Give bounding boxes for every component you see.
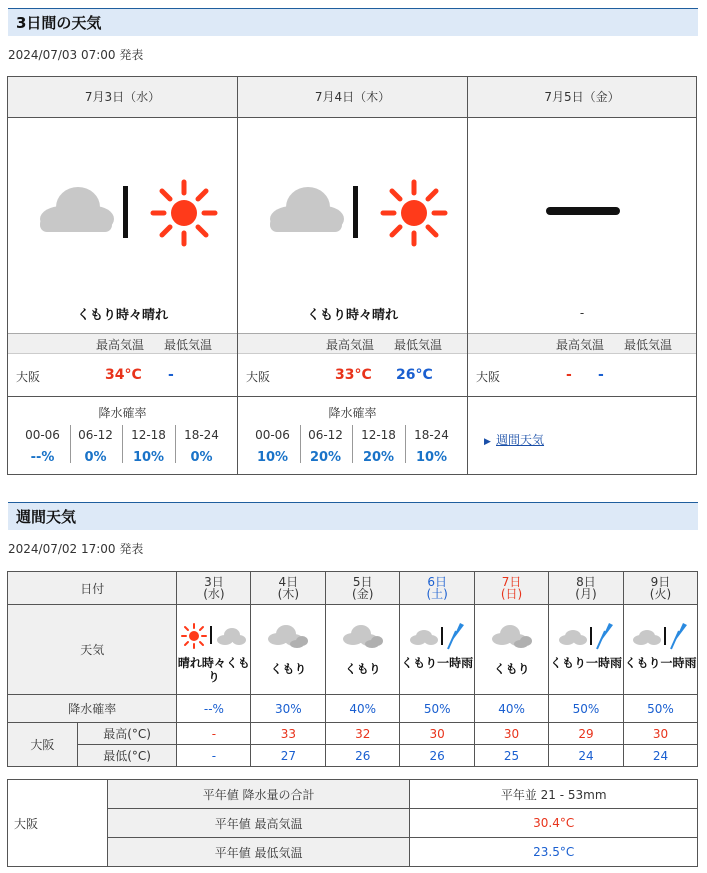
weekly-date <box>251 572 326 605</box>
day-column-3 <box>468 77 696 474</box>
day-weather-text: くもり時々晴れ <box>306 308 398 323</box>
day-column-1 <box>8 77 238 474</box>
weekly-date-dow: (火) <box>649 587 672 601</box>
weekly-date-day: 3日 <box>204 575 224 589</box>
day-column-2 <box>238 77 468 474</box>
pop-label: 降水確率 <box>328 406 377 420</box>
pop-cell <box>406 428 457 465</box>
area-name: 大阪 <box>476 370 501 384</box>
pop-time: 12-18 <box>131 428 166 442</box>
weekly-weather-cell <box>623 605 697 695</box>
date-header: 日付 <box>8 572 177 605</box>
date-row <box>8 572 698 605</box>
umbrella-icon <box>448 623 464 649</box>
weekly-date <box>623 572 697 605</box>
pop-cell <box>300 428 351 465</box>
normals-value: 平年並 21 - 53mm <box>410 780 698 809</box>
max-temp: 34°C <box>105 367 142 383</box>
normals-label: 平年値 最高気温 <box>107 809 410 838</box>
pop-time: 06-12 <box>78 428 113 442</box>
pop-cell <box>247 428 298 465</box>
normals-value: 30.4°C <box>410 809 698 838</box>
normals-row <box>8 838 698 867</box>
normals-label: 平年値 降水量の合計 <box>107 780 410 809</box>
max-header: 最高(°C) <box>77 723 177 745</box>
min-temp: - <box>168 367 174 383</box>
weekly-weather-text: くもり <box>493 662 530 676</box>
pop-cell <box>123 428 174 465</box>
pop-cell <box>353 428 404 465</box>
weekly-min: 24 <box>623 745 697 767</box>
day-weather-cell <box>468 117 696 334</box>
day-weather-text: - <box>579 306 585 320</box>
weekly-date <box>549 572 624 605</box>
weekly-min: - <box>177 745 251 767</box>
normals-label: 平年値 最低気温 <box>107 838 410 867</box>
weekly-pop: 50% <box>623 695 697 723</box>
pop-cell <box>17 428 68 465</box>
temp-row <box>468 354 696 397</box>
weekly-weather-text: くもり一時雨 <box>624 656 697 670</box>
weekly-link-text[interactable]: 週間天気 <box>496 433 545 447</box>
pop-value: --% <box>30 450 55 465</box>
weekly-pop: 40% <box>326 695 400 723</box>
weekly-pop: --% <box>177 695 251 723</box>
min-temp-label: 最低気温 <box>624 338 673 352</box>
cloud-rain-icon <box>553 619 619 653</box>
weekly-pop: 50% <box>549 695 624 723</box>
normals-table <box>7 779 698 867</box>
weekly-pop: 40% <box>475 695 549 723</box>
weekly-date-dow: (水) <box>203 587 225 601</box>
weather-row <box>8 605 698 695</box>
weekly-max: 33 <box>251 723 326 745</box>
weekly-max: 30 <box>475 723 549 745</box>
weekly-link[interactable] <box>484 429 544 448</box>
min-temp-label: 最低気温 <box>164 338 213 352</box>
pop-value: 0% <box>84 450 107 465</box>
sun-cloud-icon <box>181 619 247 653</box>
weekly-weather-cell <box>400 605 475 695</box>
pop-time: 06-12 <box>308 428 343 442</box>
sun-icon <box>153 182 215 244</box>
cloud-icon <box>263 619 313 653</box>
weekly-date <box>475 572 549 605</box>
pop-row <box>8 695 698 723</box>
pop-label: 降水確率 <box>98 406 147 420</box>
weekly-date-dow: (日) <box>500 587 523 601</box>
pop-header: 降水確率 <box>8 695 177 723</box>
weekly-date <box>400 572 475 605</box>
weekly-date-day: 7日 <box>501 575 522 589</box>
pop-value: 20% <box>362 450 395 465</box>
cloud-sun-icon <box>252 177 452 257</box>
min-temp: - <box>598 367 604 383</box>
weekly-weather-cell <box>326 605 400 695</box>
weekly-weather-text: くもり <box>344 662 381 676</box>
cloud-icon <box>270 187 344 232</box>
cloud-rain-icon <box>627 619 693 653</box>
min-header: 最低(°C) <box>77 745 177 767</box>
weekly-date-day: 4日 <box>278 575 299 589</box>
cloud-rain-icon <box>404 619 470 653</box>
pop-time: 18-24 <box>414 428 449 442</box>
normals-row <box>8 809 698 838</box>
weekly-date-day: 5日 <box>352 575 373 589</box>
weekly-weather-cell <box>251 605 326 695</box>
temp-row <box>8 354 237 397</box>
normals-value: 23.5°C <box>410 838 698 867</box>
day-weather-cell <box>8 117 237 334</box>
cloud-icon <box>40 187 114 232</box>
weekly-date <box>326 572 400 605</box>
sun-icon <box>383 182 445 244</box>
cloud-icon <box>338 619 388 653</box>
weekly-weather-text: 晴れ時々くもり <box>177 656 250 684</box>
max-temp-label: 最高気温 <box>556 338 605 352</box>
cloud-icon <box>487 619 537 653</box>
max-row <box>8 723 698 745</box>
weekly-min: 27 <box>251 745 326 767</box>
pop-value: 20% <box>309 450 342 465</box>
area-name: 大阪 <box>16 370 41 384</box>
temp-header <box>468 334 696 354</box>
weekly-max: - <box>177 723 251 745</box>
three-day-table <box>7 76 697 475</box>
pop-time: 00-06 <box>255 428 290 442</box>
normals-area: 大阪 <box>8 780 108 867</box>
weekly-max: 30 <box>623 723 697 745</box>
weekly-weather-text: くもり <box>270 662 307 676</box>
weekly-issued: 2024/07/02 17:00 発表 <box>8 542 144 556</box>
temp-header <box>8 334 237 354</box>
pop-cell <box>70 428 121 465</box>
temp-header <box>238 334 467 354</box>
day-weather-cell <box>238 117 467 334</box>
max-temp: 33°C <box>335 367 372 383</box>
max-temp-label: 最高気温 <box>96 338 145 352</box>
three-day-title: 3日間の天気 <box>8 8 698 36</box>
weekly-date-day: 9日 <box>650 575 671 589</box>
weekly-table <box>7 571 698 767</box>
weekly-weather-cell <box>177 605 251 695</box>
weekly-max: 32 <box>326 723 400 745</box>
min-temp: 26°C <box>396 367 433 383</box>
umbrella-icon <box>671 623 687 649</box>
weekly-pop: 50% <box>400 695 475 723</box>
pop-value: 10% <box>132 450 165 465</box>
triangle-right-icon: ▶ <box>484 437 491 447</box>
dash-icon <box>546 205 626 219</box>
day-date: 7月3日（水） <box>8 77 237 118</box>
weekly-max: 30 <box>400 723 475 745</box>
day-weather-text: くもり時々晴れ <box>76 308 168 323</box>
pop-time: 12-18 <box>361 428 396 442</box>
weekly-date <box>177 572 251 605</box>
weekly-min: 26 <box>326 745 400 767</box>
area-name: 大阪 <box>246 370 271 384</box>
weekly-min: 26 <box>400 745 475 767</box>
weekly-weather-text: くもり一時雨 <box>549 656 622 670</box>
weekly-min: 25 <box>475 745 549 767</box>
weekly-date-dow: (金) <box>352 587 374 601</box>
separator-bar-icon <box>123 186 128 238</box>
cloud-sun-icon <box>22 177 222 257</box>
weekly-date-dow: (木) <box>277 587 300 601</box>
weekly-weather-cell <box>549 605 624 695</box>
weekly-date-day: 8日 <box>576 575 596 589</box>
weekly-weather-text: くもり一時雨 <box>401 656 474 670</box>
separator-bar-icon <box>353 186 358 238</box>
weekly-date-day: 6日 <box>427 575 447 589</box>
weekly-weather-cell <box>475 605 549 695</box>
day-date: 7月4日（木） <box>238 77 467 118</box>
min-row <box>8 745 698 767</box>
weather-header: 天気 <box>8 605 177 695</box>
weekly-title: 週間天気 <box>8 502 698 530</box>
pop-value: 0% <box>190 450 213 465</box>
pop-time: 00-06 <box>25 428 60 442</box>
weekly-pop: 30% <box>251 695 326 723</box>
area-header: 大阪 <box>8 723 78 767</box>
pop-time: 18-24 <box>184 428 219 442</box>
max-temp: - <box>566 367 572 383</box>
normals-row <box>8 780 698 809</box>
pop-value: 10% <box>415 450 448 465</box>
three-day-issued: 2024/07/03 07:00 発表 <box>8 48 144 62</box>
weekly-min: 24 <box>549 745 624 767</box>
weekly-date-dow: (土) <box>426 587 448 601</box>
min-temp-label: 最低気温 <box>394 338 443 352</box>
day-date: 7月5日（金） <box>468 77 696 118</box>
umbrella-icon <box>597 623 613 649</box>
weekly-date-dow: (月) <box>575 587 597 601</box>
max-temp-label: 最高気温 <box>326 338 375 352</box>
temp-row <box>238 354 467 397</box>
pop-cell <box>176 428 227 465</box>
weekly-max: 29 <box>549 723 624 745</box>
pop-value: 10% <box>256 450 289 465</box>
